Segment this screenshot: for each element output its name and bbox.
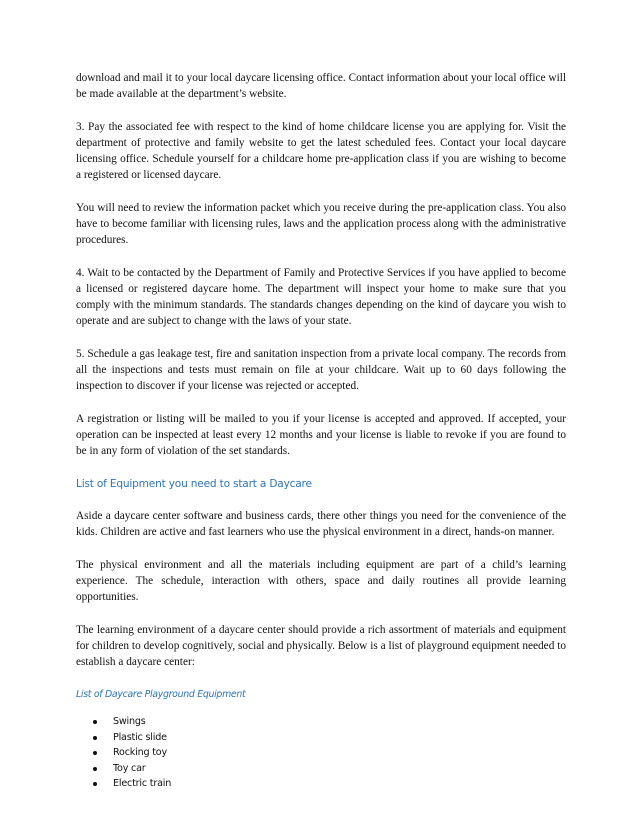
list-item xyxy=(76,714,566,730)
list-item xyxy=(76,776,566,792)
bullet-icon xyxy=(93,720,97,724)
paragraph-step-5: 5. Schedule a gas leakage test, fire and sanitation inspection from a private local company. The records from all the inspections and tests must remain on file at your childcare. Wait up to 60 days following the inspection to discover if your license was rejected or accepted. xyxy=(76,348,566,392)
paragraph-learning-environment: The learning environment of a daycare center should provide a rich assortment of materials and equipment for children to develop cognitively, social and physically. Below is a list of playground equipment needed to establish a daycare center: xyxy=(76,624,566,668)
list-item xyxy=(76,761,566,777)
paragraph-step-4: 4. Wait to be contacted by the Department of Family and Protective Services if you have applied to become a licensed or registered daycare home. The department will inspect your home to make sure that you comply with the minimum standards. The standards changes depending on the kind of daycare you wish to operate and are subject to change with the laws of your state. xyxy=(76,267,566,327)
list-item-label: Rocking toy xyxy=(113,747,167,758)
list-item-label: Plastic slide xyxy=(113,731,167,743)
list-item xyxy=(76,730,566,746)
subheading-playground-equipment: List of Daycare Playground Equipment xyxy=(76,689,246,700)
document-body xyxy=(76,70,566,792)
paragraph-aside-software: Aside a daycare center software and business cards, there other things you need for the convenience of the kids. Children are active and fast learners who use the physical environment in a direct, hands-on manner. xyxy=(76,510,566,538)
playground-equipment-list xyxy=(76,714,566,792)
list-item-label: Swings xyxy=(113,716,146,727)
heading-equipment-list: List of Equipment you need to start a Daycare xyxy=(76,478,312,490)
list-item-label: Electric train xyxy=(113,778,172,789)
paragraph-registration: A registration or listing will be mailed to you if your license is accepted and approved. If accepted, your operation can be inspected at least every 12 months and your license is liable to revoke if you are found to be in any form of violation of the set standards. xyxy=(76,413,566,457)
paragraph-office-info: download and mail it to your local daycare licensing office. Contact information about your local office will be made available at the department’s website. xyxy=(76,72,566,100)
bullet-icon xyxy=(93,767,97,771)
paragraph-physical-environment: The physical environment and all the materials including equipment are part of a child’s learning experience. The schedule, interaction with others, space and daily routines all provide learning opportunities. xyxy=(76,559,566,603)
bullet-icon xyxy=(93,736,97,740)
bullet-icon xyxy=(93,751,97,755)
list-item xyxy=(76,745,566,761)
bullet-icon xyxy=(93,782,97,786)
paragraph-step-3: 3. Pay the associated fee with respect to the kind of home childcare license you are applying for. Visit the department of protective and family website to get the latest scheduled fees. Contact your local daycare licensing office. Schedule yourself for a childcare home pre-application class if you are wishing to become a registered or licensed daycare. xyxy=(76,121,566,181)
paragraph-info-packet: You will need to review the information packet which you receive during the pre-application class. You also have to become familiar with licensing rules, laws and the application process along with the administrative procedures. xyxy=(76,202,566,246)
list-item-label: Toy car xyxy=(113,762,146,774)
